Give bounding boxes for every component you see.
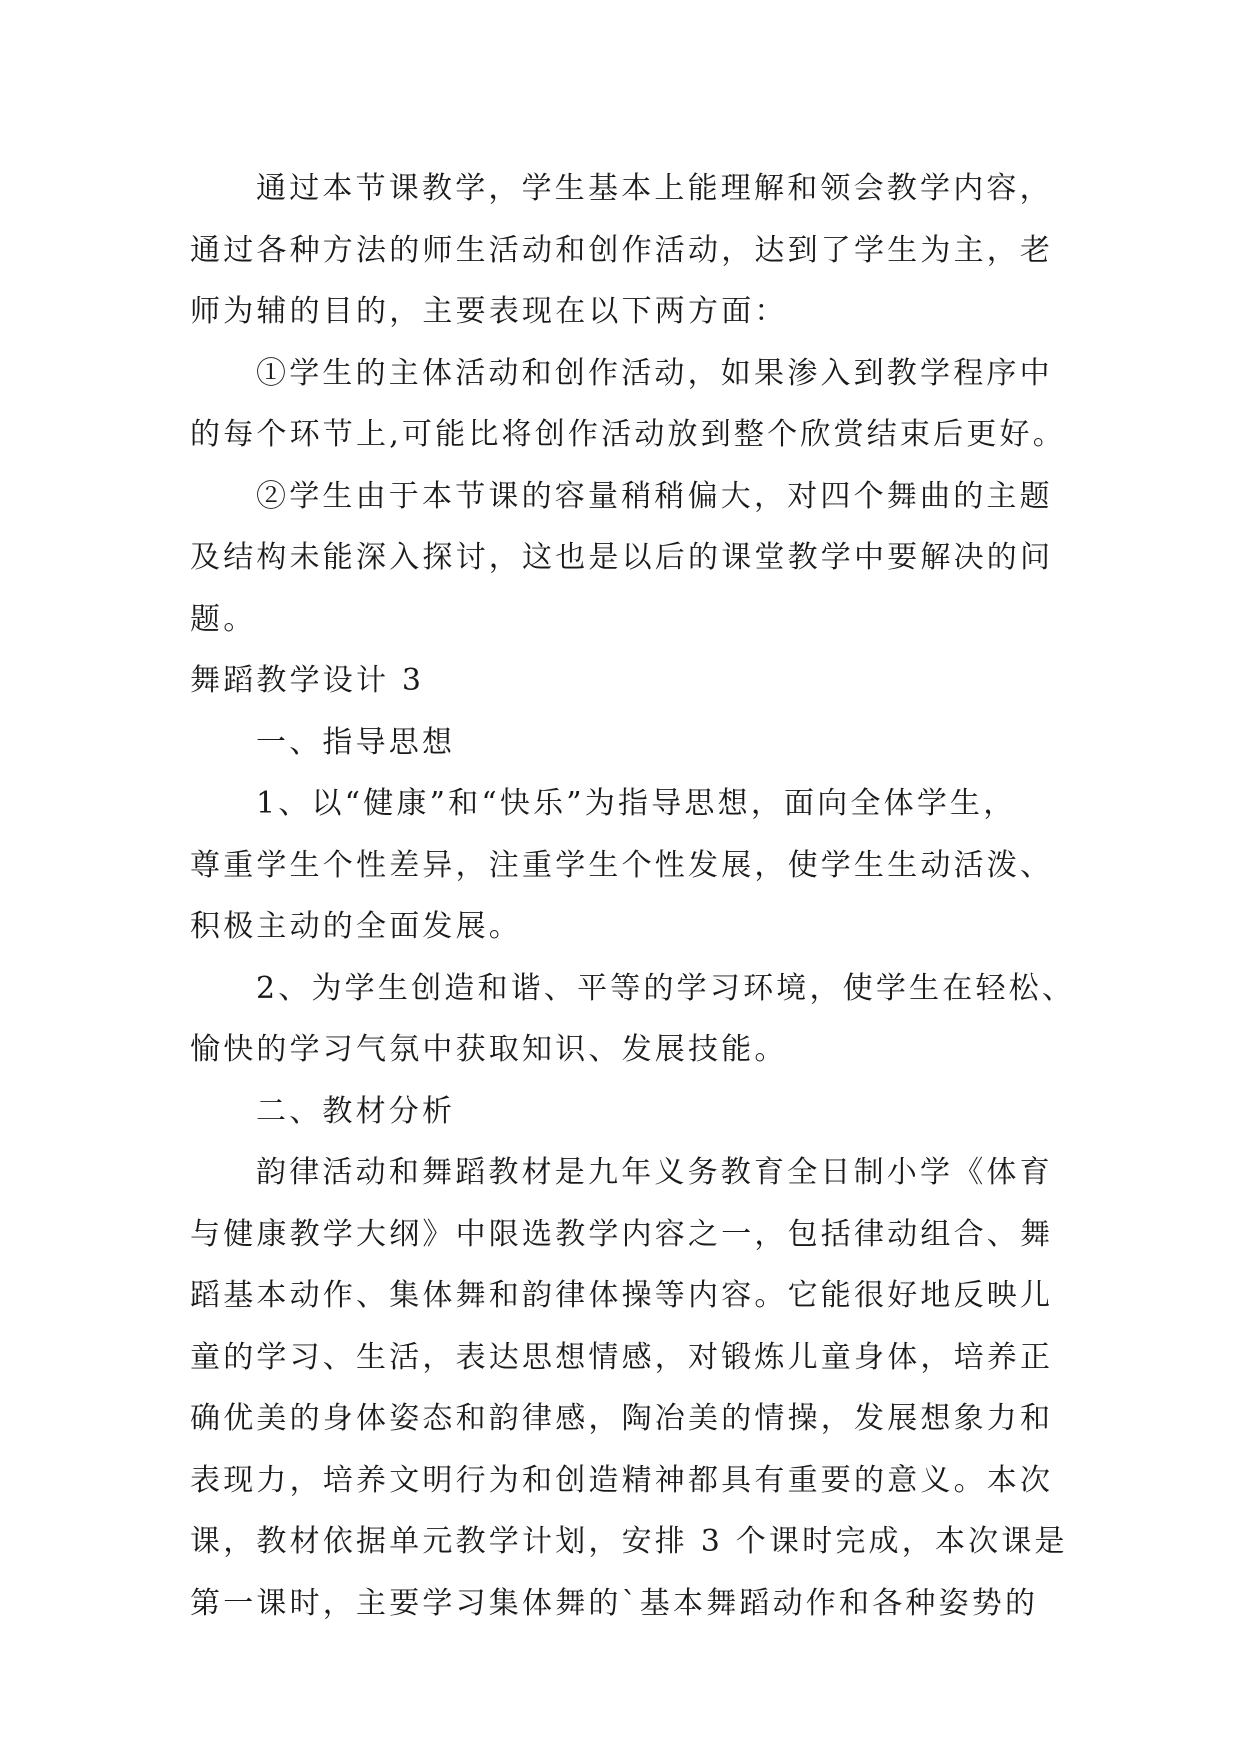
document-body xyxy=(190,158,1076,1634)
paragraph-line: 确优美的身体姿态和韵律感，陶冶美的情操，发展想象力和 xyxy=(190,1401,1054,1436)
section-heading: 二、教材分析 xyxy=(256,1093,456,1129)
paragraph-line: 表现力，培养文明行为和创造精神都具有重要的意义。本次 xyxy=(190,1462,1054,1498)
paragraph-line: 童的学习、生活，表达思想情感，对锻炼儿童身体，培养正 xyxy=(190,1339,1054,1375)
paragraph-line: 课，教材依据单元教学计划，安排 3 个课时完成，本次课是 xyxy=(190,1524,1068,1559)
paragraph-line: ①学生的主体活动和创作活动，如果渗入到教学程序中 xyxy=(256,355,1053,391)
paragraph-line: 韵律活动和舞蹈教材是九年义务教育全日制小学《体育 xyxy=(256,1155,1053,1190)
paragraph-line: 第一课时，主要学习集体舞的`基本舞蹈动作和各种姿势的 xyxy=(190,1585,1039,1621)
paragraph-line: 题。 xyxy=(190,601,257,637)
paragraph-line: 蹈基本动作、集体舞和韵律体操等内容。它能很好地反映儿 xyxy=(190,1278,1054,1313)
section-heading: 一、指导思想 xyxy=(256,724,456,760)
paragraph-line: ②学生由于本节课的容量稍稍偏大，对四个舞曲的主题 xyxy=(256,478,1053,514)
paragraph-line: 尊重学生个性差异，注重学生个性发展，使学生生动活泼、 xyxy=(190,847,1054,883)
paragraph-line: 通过各种方法的师生活动和创作活动，达到了学生为主，老 xyxy=(190,232,1054,268)
paragraph-line: 的每个环节上,可能比将创作活动放到整个欣赏结束后更好。 xyxy=(190,417,1066,452)
paragraph-line: 积极主动的全面发展。 xyxy=(190,909,522,944)
paragraph-line: 师为辅的目的，主要表现在以下两方面： xyxy=(190,294,788,329)
paragraph-line: 与健康教学大纲》中限选教学内容之一，包括律动组合、舞 xyxy=(190,1216,1054,1252)
paragraph-line: 愉快的学习气氛中获取知识、发展技能。 xyxy=(190,1032,788,1067)
paragraph-line: 1、以“健康”和“快乐”为指导思想，面向全体学生， xyxy=(256,786,1017,821)
paragraph-line: 及结构未能深入探讨，这也是以后的课堂教学中要解决的问 xyxy=(190,540,1054,575)
section-title: 舞蹈教学设计 3 xyxy=(190,663,425,698)
paragraph-line: 通过本节课教学，学生基本上能理解和领会教学内容， xyxy=(256,171,1053,206)
paragraph-line: 2、为学生创造和谐、平等的学习环境，使学生在轻松、 xyxy=(256,970,1076,1006)
